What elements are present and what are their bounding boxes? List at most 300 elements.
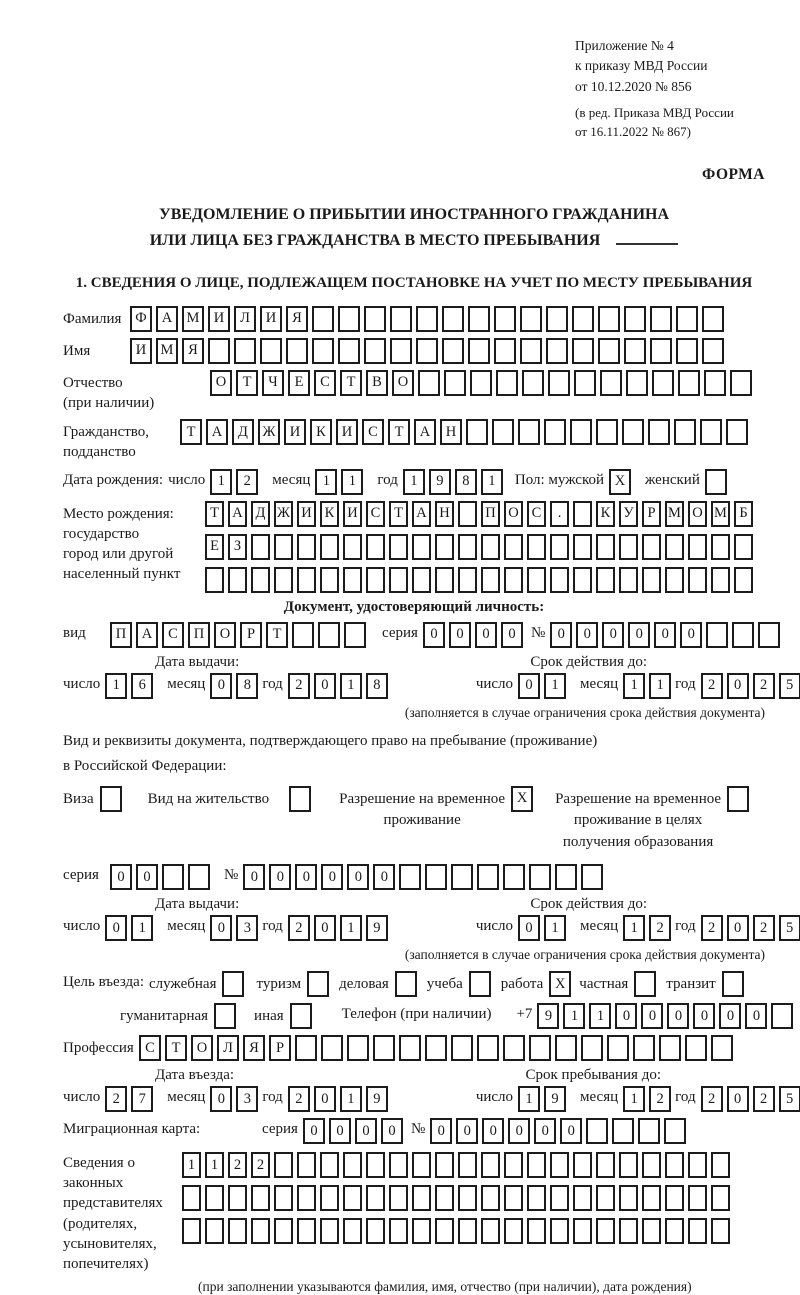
char-box[interactable]: И	[297, 501, 316, 527]
char-box[interactable]	[704, 370, 726, 396]
char-box[interactable]	[711, 567, 730, 593]
char-box[interactable]	[373, 1035, 395, 1061]
char-box[interactable]: 0	[355, 1118, 377, 1144]
char-box[interactable]	[412, 1185, 431, 1211]
char-box[interactable]: 0	[628, 622, 650, 648]
char-box[interactable]: И	[284, 419, 306, 445]
char-box[interactable]: О	[392, 370, 414, 396]
char-box[interactable]	[550, 1185, 569, 1211]
char-box[interactable]	[274, 1185, 293, 1211]
char-box[interactable]	[546, 338, 568, 364]
char-box[interactable]	[418, 370, 440, 396]
char-box[interactable]: 0	[680, 622, 702, 648]
char-box[interactable]	[619, 1185, 638, 1211]
char-box[interactable]: 0	[501, 622, 523, 648]
char-box[interactable]	[642, 1152, 661, 1178]
char-box[interactable]: 0	[110, 864, 132, 890]
char-box[interactable]	[527, 567, 546, 593]
char-box[interactable]	[665, 1218, 684, 1244]
purpose-other-checkbox[interactable]	[290, 1003, 312, 1029]
char-box[interactable]: М	[182, 306, 204, 332]
char-box[interactable]: Б	[734, 501, 753, 527]
char-box[interactable]: 0	[727, 915, 749, 941]
char-box[interactable]: 1	[623, 673, 645, 699]
char-box[interactable]	[527, 1185, 546, 1211]
char-box[interactable]	[555, 864, 577, 890]
char-box[interactable]	[228, 567, 247, 593]
char-box[interactable]: П	[110, 622, 132, 648]
char-box[interactable]: 2	[649, 915, 671, 941]
char-box[interactable]: А	[206, 419, 228, 445]
char-box[interactable]	[659, 1035, 681, 1061]
char-box[interactable]	[274, 1218, 293, 1244]
char-box[interactable]: 2	[288, 915, 310, 941]
char-box[interactable]	[295, 1035, 317, 1061]
char-box[interactable]	[444, 370, 466, 396]
char-box[interactable]	[477, 1035, 499, 1061]
char-box[interactable]	[477, 864, 499, 890]
char-box[interactable]: 3	[236, 1086, 258, 1112]
char-box[interactable]: 0	[654, 622, 676, 648]
char-box[interactable]	[312, 338, 334, 364]
char-box[interactable]	[442, 338, 464, 364]
char-box[interactable]	[321, 1035, 343, 1061]
char-box[interactable]: 1	[623, 1086, 645, 1112]
char-box[interactable]	[347, 1035, 369, 1061]
char-box[interactable]	[425, 1035, 447, 1061]
char-box[interactable]: 1	[210, 469, 232, 495]
char-box[interactable]: С	[527, 501, 546, 527]
char-box[interactable]: 1	[131, 915, 153, 941]
char-box[interactable]: 2	[701, 1086, 723, 1112]
char-box[interactable]	[205, 1185, 224, 1211]
char-box[interactable]	[665, 567, 684, 593]
char-box[interactable]	[573, 1152, 592, 1178]
char-box[interactable]	[344, 622, 366, 648]
char-box[interactable]	[581, 864, 603, 890]
char-box[interactable]: 7	[131, 1086, 153, 1112]
char-box[interactable]	[312, 306, 334, 332]
sex-female-checkbox[interactable]	[705, 469, 727, 495]
char-box[interactable]: Ж	[274, 501, 293, 527]
char-box[interactable]	[688, 1218, 707, 1244]
char-box[interactable]	[442, 306, 464, 332]
char-box[interactable]: 1	[563, 1003, 585, 1029]
char-box[interactable]	[596, 567, 615, 593]
char-box[interactable]	[470, 370, 492, 396]
char-box[interactable]: 0	[745, 1003, 767, 1029]
char-box[interactable]	[573, 1185, 592, 1211]
char-box[interactable]	[320, 1152, 339, 1178]
char-box[interactable]: С	[314, 370, 336, 396]
char-box[interactable]	[570, 419, 592, 445]
char-box[interactable]: А	[412, 501, 431, 527]
char-box[interactable]	[292, 622, 314, 648]
char-box[interactable]: С	[139, 1035, 161, 1061]
char-box[interactable]: К	[596, 501, 615, 527]
char-box[interactable]	[451, 1035, 473, 1061]
char-box[interactable]	[527, 1218, 546, 1244]
char-box[interactable]: М	[156, 338, 178, 364]
char-box[interactable]	[550, 1218, 569, 1244]
char-box[interactable]: Д	[232, 419, 254, 445]
char-box[interactable]: А	[414, 419, 436, 445]
char-box[interactable]: 0	[105, 915, 127, 941]
char-box[interactable]	[481, 567, 500, 593]
char-box[interactable]	[274, 1152, 293, 1178]
char-box[interactable]: 0	[210, 915, 232, 941]
char-box[interactable]: 2	[228, 1152, 247, 1178]
char-box[interactable]	[435, 534, 454, 560]
char-box[interactable]: 0	[534, 1118, 556, 1144]
char-box[interactable]	[425, 864, 447, 890]
char-box[interactable]	[688, 567, 707, 593]
char-box[interactable]: 0	[518, 673, 540, 699]
char-box[interactable]	[481, 1185, 500, 1211]
char-box[interactable]	[366, 1185, 385, 1211]
char-box[interactable]	[504, 1152, 523, 1178]
char-box[interactable]	[676, 338, 698, 364]
char-box[interactable]: И	[336, 419, 358, 445]
char-box[interactable]: 0	[321, 864, 343, 890]
char-box[interactable]	[320, 567, 339, 593]
char-box[interactable]	[573, 567, 592, 593]
char-box[interactable]: 2	[649, 1086, 671, 1112]
char-box[interactable]	[416, 306, 438, 332]
char-box[interactable]: Я	[286, 306, 308, 332]
char-box[interactable]: А	[228, 501, 247, 527]
char-box[interactable]: 0	[381, 1118, 403, 1144]
char-box[interactable]: С	[162, 622, 184, 648]
char-box[interactable]	[624, 338, 646, 364]
char-box[interactable]	[297, 534, 316, 560]
char-box[interactable]	[504, 567, 523, 593]
char-box[interactable]	[648, 419, 670, 445]
char-box[interactable]	[435, 1218, 454, 1244]
char-box[interactable]: 0	[667, 1003, 689, 1029]
char-box[interactable]	[573, 1218, 592, 1244]
char-box[interactable]	[586, 1118, 608, 1144]
char-box[interactable]: Д	[251, 501, 270, 527]
char-box[interactable]	[364, 338, 386, 364]
char-box[interactable]	[182, 1218, 201, 1244]
char-box[interactable]	[182, 1185, 201, 1211]
char-box[interactable]: 0	[602, 622, 624, 648]
char-box[interactable]: .	[550, 501, 569, 527]
char-box[interactable]: 0	[314, 915, 336, 941]
char-box[interactable]	[572, 338, 594, 364]
char-box[interactable]: 0	[560, 1118, 582, 1144]
char-box[interactable]: 5	[779, 1086, 800, 1112]
char-box[interactable]	[458, 567, 477, 593]
char-box[interactable]	[688, 1185, 707, 1211]
char-box[interactable]	[338, 306, 360, 332]
char-box[interactable]	[726, 419, 748, 445]
char-box[interactable]: 5	[779, 673, 800, 699]
char-box[interactable]: К	[320, 501, 339, 527]
char-box[interactable]: 0	[243, 864, 265, 890]
char-box[interactable]: О	[688, 501, 707, 527]
char-box[interactable]: Е	[205, 534, 224, 560]
char-box[interactable]	[318, 622, 340, 648]
char-box[interactable]	[544, 419, 566, 445]
char-box[interactable]: 0	[295, 864, 317, 890]
char-box[interactable]	[251, 1218, 270, 1244]
char-box[interactable]: 0	[641, 1003, 663, 1029]
char-box[interactable]	[412, 1218, 431, 1244]
purpose-tourism-checkbox[interactable]	[307, 971, 329, 997]
char-box[interactable]	[674, 419, 696, 445]
char-box[interactable]	[596, 1152, 615, 1178]
char-box[interactable]: 0	[727, 673, 749, 699]
char-box[interactable]: Т	[180, 419, 202, 445]
char-box[interactable]: П	[188, 622, 210, 648]
char-box[interactable]	[622, 419, 644, 445]
char-box[interactable]	[638, 1118, 660, 1144]
char-box[interactable]	[527, 534, 546, 560]
char-box[interactable]	[297, 1152, 316, 1178]
char-box[interactable]	[297, 1185, 316, 1211]
edu-permit-checkbox[interactable]	[727, 786, 749, 812]
purpose-work-checkbox[interactable]: X	[549, 971, 571, 997]
char-box[interactable]: 8	[366, 673, 388, 699]
char-box[interactable]	[416, 338, 438, 364]
char-box[interactable]	[435, 1152, 454, 1178]
char-box[interactable]: 2	[753, 1086, 775, 1112]
purpose-official-checkbox[interactable]	[222, 971, 244, 997]
char-box[interactable]	[626, 370, 648, 396]
char-box[interactable]	[522, 370, 544, 396]
char-box[interactable]	[596, 534, 615, 560]
purpose-private-checkbox[interactable]	[634, 971, 656, 997]
char-box[interactable]	[711, 1152, 730, 1178]
char-box[interactable]	[412, 534, 431, 560]
char-box[interactable]: 2	[701, 915, 723, 941]
char-box[interactable]	[711, 1035, 733, 1061]
char-box[interactable]: Т	[389, 501, 408, 527]
char-box[interactable]: 0	[693, 1003, 715, 1029]
char-box[interactable]: Л	[234, 306, 256, 332]
char-box[interactable]: И	[208, 306, 230, 332]
char-box[interactable]	[366, 567, 385, 593]
char-box[interactable]	[572, 306, 594, 332]
char-box[interactable]	[481, 1218, 500, 1244]
char-box[interactable]	[596, 419, 618, 445]
char-box[interactable]	[706, 622, 728, 648]
char-box[interactable]	[678, 370, 700, 396]
char-box[interactable]: К	[310, 419, 332, 445]
char-box[interactable]: И	[343, 501, 362, 527]
char-box[interactable]	[466, 419, 488, 445]
char-box[interactable]: У	[619, 501, 638, 527]
char-box[interactable]: Т	[388, 419, 410, 445]
char-box[interactable]: Р	[642, 501, 661, 527]
char-box[interactable]	[343, 567, 362, 593]
char-box[interactable]: Т	[266, 622, 288, 648]
char-box[interactable]	[343, 534, 362, 560]
char-box[interactable]	[573, 501, 592, 527]
char-box[interactable]: 0	[482, 1118, 504, 1144]
char-box[interactable]	[520, 338, 542, 364]
char-box[interactable]: 1	[182, 1152, 201, 1178]
purpose-transit-checkbox[interactable]	[722, 971, 744, 997]
purpose-study-checkbox[interactable]	[469, 971, 491, 997]
char-box[interactable]	[458, 534, 477, 560]
char-box[interactable]	[527, 1152, 546, 1178]
char-box[interactable]: 0	[456, 1118, 478, 1144]
char-box[interactable]	[320, 1218, 339, 1244]
char-box[interactable]: Ж	[258, 419, 280, 445]
char-box[interactable]: Р	[269, 1035, 291, 1061]
char-box[interactable]: 9	[366, 915, 388, 941]
char-box[interactable]: 0	[615, 1003, 637, 1029]
char-box[interactable]	[734, 567, 753, 593]
char-box[interactable]	[555, 1035, 577, 1061]
char-box[interactable]: 1	[340, 1086, 362, 1112]
char-box[interactable]	[711, 1218, 730, 1244]
char-box[interactable]: 1	[205, 1152, 224, 1178]
char-box[interactable]	[274, 567, 293, 593]
char-box[interactable]	[399, 864, 421, 890]
char-box[interactable]: 0	[314, 1086, 336, 1112]
char-box[interactable]: 0	[719, 1003, 741, 1029]
char-box[interactable]: 0	[475, 622, 497, 648]
char-box[interactable]: 0	[430, 1118, 452, 1144]
char-box[interactable]: И	[130, 338, 152, 364]
char-box[interactable]: 0	[373, 864, 395, 890]
char-box[interactable]	[546, 306, 568, 332]
char-box[interactable]: 2	[236, 469, 258, 495]
char-box[interactable]	[458, 1185, 477, 1211]
char-box[interactable]	[702, 338, 724, 364]
char-box[interactable]	[574, 370, 596, 396]
char-box[interactable]: И	[260, 306, 282, 332]
char-box[interactable]: Т	[236, 370, 258, 396]
char-box[interactable]: 3	[236, 915, 258, 941]
char-box[interactable]	[520, 306, 542, 332]
char-box[interactable]	[612, 1118, 634, 1144]
char-box[interactable]	[366, 1218, 385, 1244]
char-box[interactable]: П	[481, 501, 500, 527]
char-box[interactable]	[619, 1218, 638, 1244]
char-box[interactable]: 0	[136, 864, 158, 890]
char-box[interactable]	[650, 306, 672, 332]
temp-permit-checkbox[interactable]: X	[511, 786, 533, 812]
char-box[interactable]: 2	[288, 1086, 310, 1112]
char-box[interactable]	[251, 567, 270, 593]
char-box[interactable]	[274, 534, 293, 560]
char-box[interactable]: М	[711, 501, 730, 527]
char-box[interactable]	[399, 1035, 421, 1061]
char-box[interactable]: Л	[217, 1035, 239, 1061]
char-box[interactable]	[390, 338, 412, 364]
char-box[interactable]: 2	[753, 915, 775, 941]
char-box[interactable]: Т	[340, 370, 362, 396]
char-box[interactable]: Т	[165, 1035, 187, 1061]
char-box[interactable]	[550, 567, 569, 593]
char-box[interactable]: 0	[576, 622, 598, 648]
char-box[interactable]	[665, 1185, 684, 1211]
char-box[interactable]	[758, 622, 780, 648]
char-box[interactable]	[297, 567, 316, 593]
char-box[interactable]	[652, 370, 674, 396]
char-box[interactable]: А	[156, 306, 178, 332]
char-box[interactable]: 1	[518, 1086, 540, 1112]
char-box[interactable]	[503, 1035, 525, 1061]
char-box[interactable]: 0	[347, 864, 369, 890]
char-box[interactable]	[468, 338, 490, 364]
char-box[interactable]	[642, 534, 661, 560]
char-box[interactable]	[205, 567, 224, 593]
char-box[interactable]: В	[366, 370, 388, 396]
char-box[interactable]: 0	[727, 1086, 749, 1112]
char-box[interactable]	[642, 1218, 661, 1244]
char-box[interactable]	[504, 1218, 523, 1244]
char-box[interactable]	[343, 1218, 362, 1244]
char-box[interactable]: З	[228, 534, 247, 560]
char-box[interactable]	[688, 1152, 707, 1178]
char-box[interactable]: 8	[455, 469, 477, 495]
char-box[interactable]	[598, 306, 620, 332]
char-box[interactable]	[711, 534, 730, 560]
char-box[interactable]: 1	[589, 1003, 611, 1029]
char-box[interactable]: 0	[210, 673, 232, 699]
char-box[interactable]: 0	[269, 864, 291, 890]
char-box[interactable]: Н	[440, 419, 462, 445]
char-box[interactable]: 1	[340, 673, 362, 699]
char-box[interactable]	[619, 1152, 638, 1178]
char-box[interactable]	[366, 1152, 385, 1178]
char-box[interactable]: 0	[303, 1118, 325, 1144]
char-box[interactable]	[619, 534, 638, 560]
char-box[interactable]	[619, 567, 638, 593]
char-box[interactable]: 9	[429, 469, 451, 495]
char-box[interactable]: Я	[243, 1035, 265, 1061]
char-box[interactable]: Е	[288, 370, 310, 396]
char-box[interactable]	[251, 534, 270, 560]
char-box[interactable]	[518, 419, 540, 445]
char-box[interactable]	[688, 534, 707, 560]
char-box[interactable]	[650, 338, 672, 364]
char-box[interactable]	[208, 338, 230, 364]
visa-checkbox[interactable]	[100, 786, 122, 812]
char-box[interactable]	[665, 534, 684, 560]
char-box[interactable]	[676, 306, 698, 332]
char-box[interactable]: С	[362, 419, 384, 445]
char-box[interactable]	[598, 338, 620, 364]
char-box[interactable]	[481, 1152, 500, 1178]
char-box[interactable]	[504, 1185, 523, 1211]
purpose-business-checkbox[interactable]	[395, 971, 417, 997]
char-box[interactable]: 9	[537, 1003, 559, 1029]
char-box[interactable]	[458, 1152, 477, 1178]
char-box[interactable]	[435, 567, 454, 593]
char-box[interactable]: 2	[753, 673, 775, 699]
char-box[interactable]: О	[210, 370, 232, 396]
char-box[interactable]	[458, 1218, 477, 1244]
char-box[interactable]: 1	[315, 469, 337, 495]
char-box[interactable]	[320, 1185, 339, 1211]
char-box[interactable]: Ф	[130, 306, 152, 332]
char-box[interactable]	[228, 1185, 247, 1211]
char-box[interactable]	[260, 338, 282, 364]
char-box[interactable]: 0	[329, 1118, 351, 1144]
char-box[interactable]	[700, 419, 722, 445]
char-box[interactable]: 5	[779, 915, 800, 941]
char-box[interactable]	[702, 306, 724, 332]
char-box[interactable]	[435, 1185, 454, 1211]
char-box[interactable]	[550, 1152, 569, 1178]
